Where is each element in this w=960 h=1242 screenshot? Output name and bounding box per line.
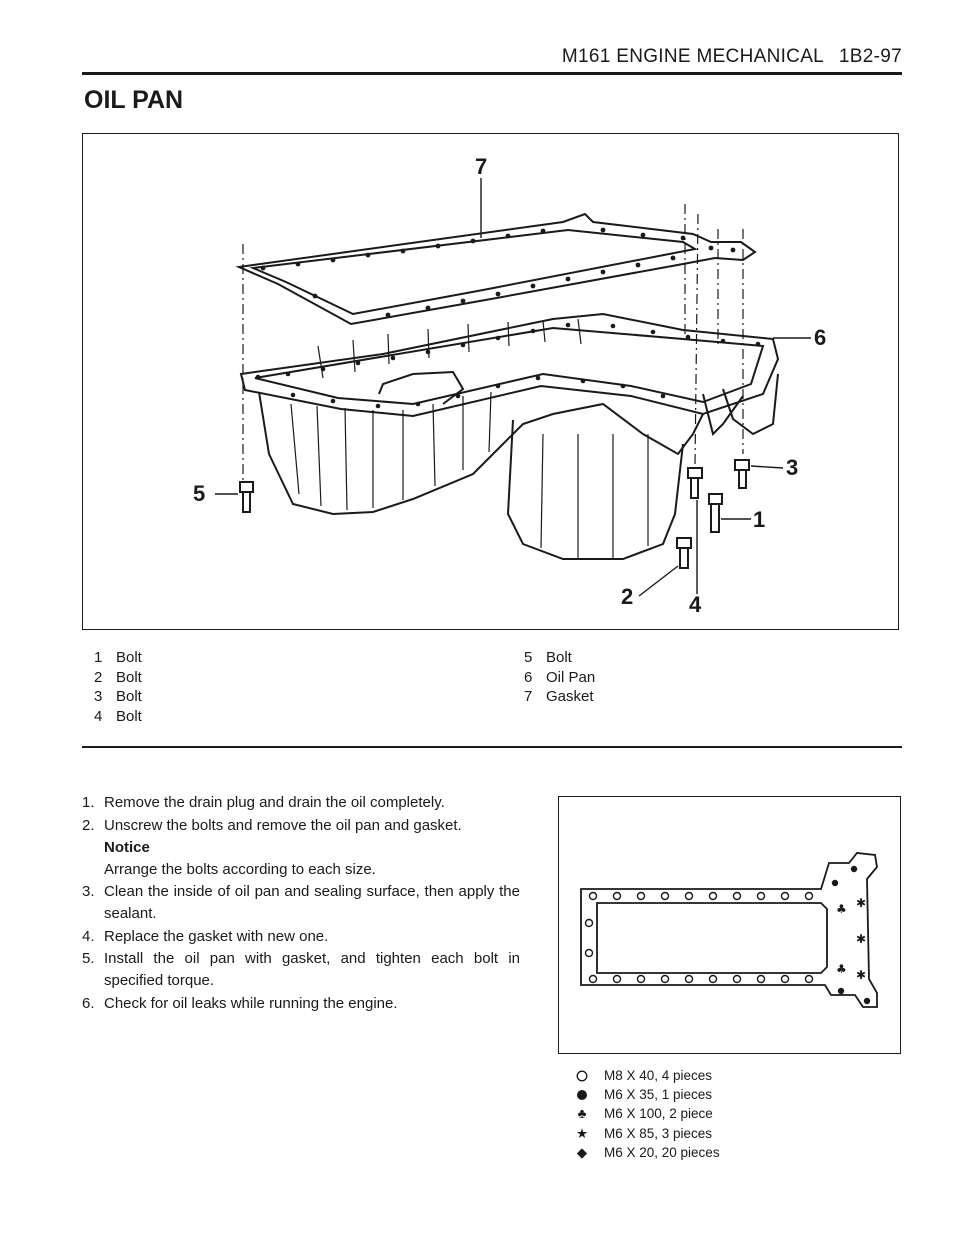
parts-legend-left — [94, 648, 142, 726]
bolt-symbol-legend — [560, 1066, 720, 1162]
bolt-4-drawing — [688, 468, 702, 498]
step-item: 5. Install the oil pan with gasket, and tighten each bolt in specified torque. — [82, 950, 520, 989]
parts-legend-right — [524, 648, 595, 707]
callout-4: 4 — [689, 592, 702, 617]
bolt-legend-row: ◆ M6 X 20, 20 pieces — [560, 1143, 720, 1162]
step-item: 2. Unscrew the bolts and remove the oil pan and gasket. — [82, 816, 462, 834]
svg-text:✱: ✱ — [856, 932, 867, 946]
header-section: M161 ENGINE MECHANICAL — [561, 46, 824, 67]
svg-text:✱: ✱ — [856, 896, 867, 910]
step-item: 4. Replace the gasket with new one. — [82, 927, 329, 945]
legend-row: 7 Gasket — [524, 688, 594, 705]
diamond-icon: ◆ — [576, 1144, 588, 1160]
page-title: OIL PAN — [84, 86, 184, 114]
bolt-legend-row: M8 X 40, 4 pieces — [560, 1066, 720, 1085]
legend-row: 3 Bolt — [94, 688, 142, 705]
callout-1: 1 — [753, 507, 766, 532]
gasket-drawing — [239, 214, 755, 324]
bolt-legend-row: ♣ M6 X 100, 2 piece — [560, 1104, 720, 1123]
legend-row: 6 Oil Pan — [524, 668, 596, 686]
legend-row: 2 Bolt — [94, 668, 142, 686]
oil-pan-exploded-diagram — [82, 133, 899, 630]
bolt-legend-row: ★ M6 X 85, 3 pieces — [560, 1124, 720, 1143]
legend-row: 5 Bolt — [524, 649, 572, 666]
procedure-steps — [82, 792, 520, 1015]
bolt-1-drawing — [709, 494, 722, 532]
legend-row: 1 Bolt — [94, 649, 142, 666]
svg-text:✱: ✱ — [856, 968, 867, 982]
star-icon: ★ — [575, 1125, 589, 1141]
bolt-3-drawing — [735, 460, 749, 488]
callout-3: 3 — [786, 455, 799, 480]
bolt-legend-row: M6 X 35, 1 pieces — [560, 1085, 720, 1104]
filled-circle-icon — [560, 1089, 604, 1101]
svg-text:♣: ♣ — [836, 962, 847, 976]
notice-block — [82, 837, 520, 881]
gasket-bolt-layout-diagram — [558, 796, 901, 1054]
callout-2: 2 — [621, 584, 634, 609]
step-item: 1. Remove the drain plug and drain the oil completely. — [82, 794, 445, 811]
notice-label: Notice — [104, 839, 150, 856]
gasket-layout-drawing — [559, 797, 902, 1055]
legend-row: 4 Bolt — [94, 707, 142, 725]
step-item: 6. Check for oil leaks while running the engine. — [82, 994, 398, 1012]
notice-text: Arrange the bolts according to each size. — [104, 861, 376, 878]
svg-text:♣: ♣ — [836, 902, 847, 916]
step-item: 3. Clean the inside of oil pan and sealing surface, then apply the sealant. — [82, 883, 520, 922]
callout-5: 5 — [193, 481, 206, 506]
page-header — [562, 46, 902, 68]
callout-6: 6 — [814, 325, 827, 350]
bolt-2-drawing — [677, 538, 691, 568]
open-circle-icon — [560, 1070, 604, 1082]
header-divider — [82, 72, 902, 75]
section-divider — [82, 746, 902, 748]
header-page-number: 1B2-97 — [838, 46, 902, 67]
club-icon: ♣ — [577, 1106, 587, 1122]
bolt-5-drawing — [240, 482, 253, 512]
oil-pan-drawing — [83, 134, 900, 631]
callout-7: 7 — [475, 154, 488, 179]
